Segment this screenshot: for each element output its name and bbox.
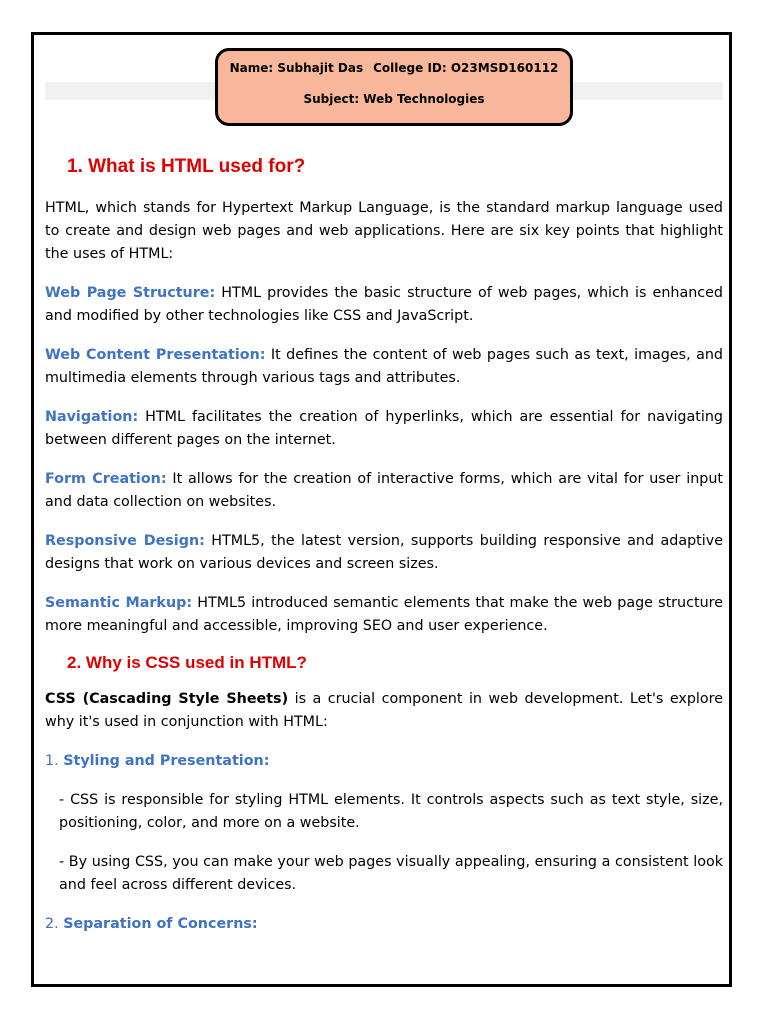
document-body [45,150,723,936]
subheading-number: 2. [45,916,64,932]
section-2-intro [45,688,723,734]
point-term: Web Page Structure: [45,285,216,301]
section-1-heading: 1. What is HTML used for? [67,156,306,177]
point-responsive-design [45,530,723,576]
section-2-intro-text: is a crucial component in web development. Let's explore why it's used in conjunction with HTML: [45,691,723,730]
point-term: Web Content Presentation: [45,347,266,363]
point-text: It defines the content of web pages such as text, images, and multimedia elements through various tags and attributes. [45,347,723,386]
point-navigation [45,406,723,452]
point-text: It allows for the creation of interactive forms, which are vital for user input and data collection on websites. [45,471,724,510]
point-web-page-structure [45,282,723,328]
css-term: CSS (Cascading Style Sheets) [45,691,289,707]
section-2-heading: 2. Why is CSS used in HTML? [67,653,307,672]
bullet-styling-2: - By using CSS, you can make your web pages visually appealing, ensuring a consistent look and feel across different devices. [59,854,723,893]
subheading-number: 1. [45,753,64,769]
point-form-creation [45,468,723,514]
point-term: Navigation: [45,409,139,425]
point-text: HTML facilitates the creation of hyperlinks, which are essential for navigating between different pages on the internet. [45,409,723,448]
point-semantic-markup [45,592,723,638]
subject: Subject: Web Technologies [303,92,485,106]
point-term: Form Creation: [45,471,167,487]
point-web-content-presentation [45,344,723,390]
point-text: HTML provides the basic structure of web pages, which is enhanced and modified by other technologies like CSS and JavaScript. [45,285,723,324]
bullet-styling-1: - CSS is responsible for styling HTML elements. It controls aspects such as text style, size, positioning, color, and more on a website. [59,792,723,831]
subheading-separation [45,913,723,936]
point-text: HTML5 introduced semantic elements that make the web page structure more meaningful and accessible, improving SEO and user experience. [45,595,723,634]
header-box [215,48,573,126]
header-line-1 [218,61,570,75]
student-name: Name: Subhajit Das [229,61,364,75]
point-text: HTML5, the latest version, supports building responsive and adaptive designs that work on various devices and screen sizes. [45,533,723,572]
point-term: Responsive Design: [45,533,205,549]
point-term: Semantic Markup: [45,595,193,611]
subheading-title: Separation of Concerns: [63,916,258,932]
section-1-intro: HTML, which stands for Hypertext Markup Language, is the standard markup language used to create and design web pages and web applications. Here are six key points that highlight the uses of HTML: [45,200,723,262]
subheading-title: Styling and Presentation: [63,753,270,769]
college-id: College ID: O23MSD160112 [373,61,559,75]
subheading-styling [45,750,723,773]
